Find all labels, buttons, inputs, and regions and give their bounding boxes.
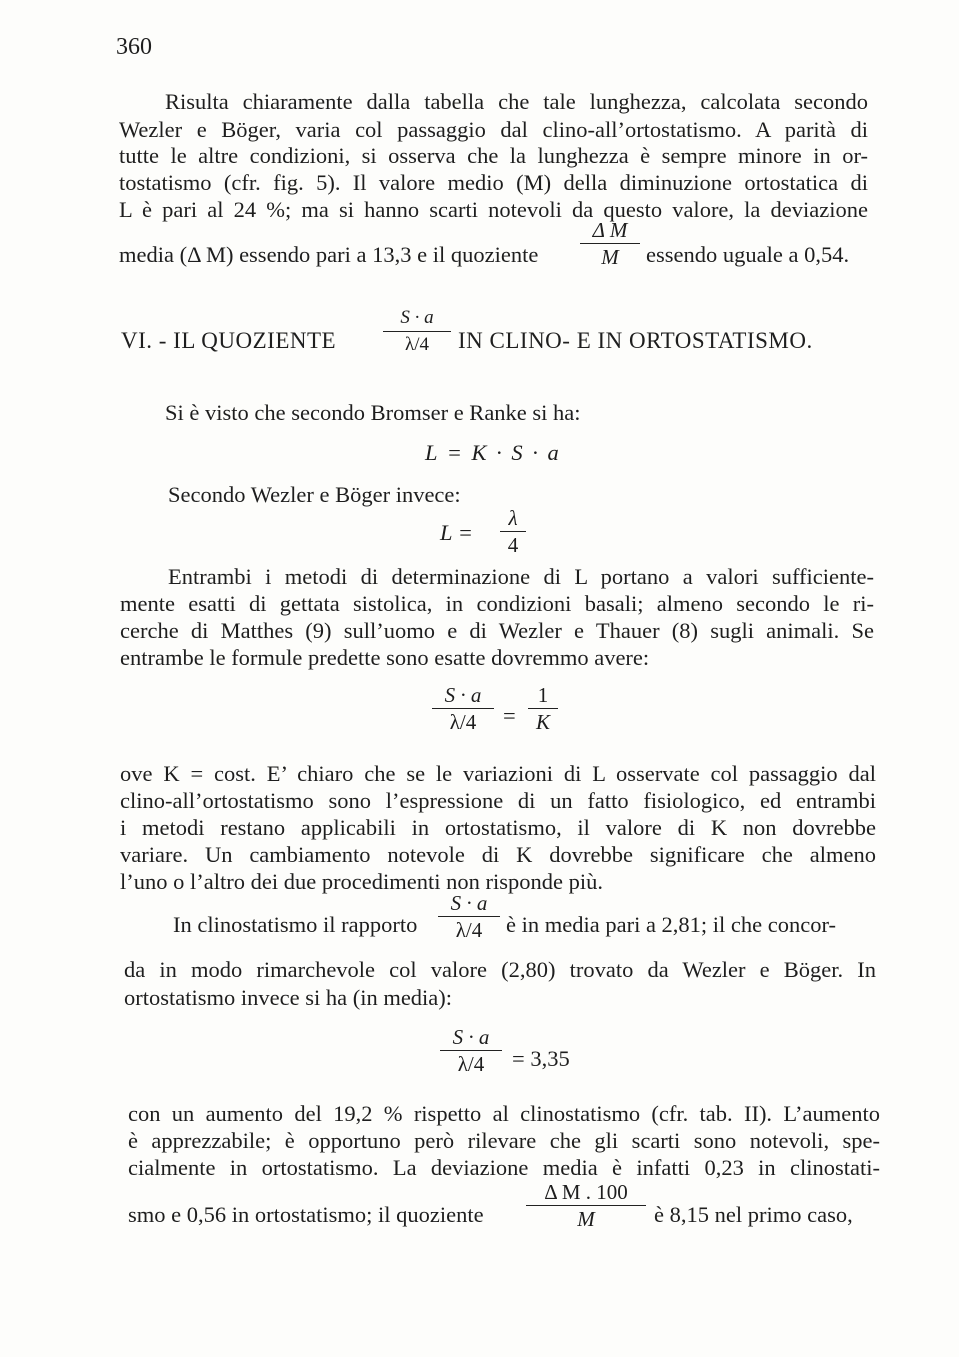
equation-3-right-fraction bbox=[528, 683, 558, 734]
heading-fraction-denominator: λ/4 bbox=[405, 334, 429, 355]
equation-3-left-denominator: λ/4 bbox=[449, 710, 477, 734]
para2-line-3: cerche di Matthes (9) sull’uomo e di Wezler e Thauer (8) sugli animali. Se bbox=[120, 618, 874, 643]
para3-line-4: variare. Un cambiamento notevole di K dovrebbe significare che almeno bbox=[120, 842, 876, 867]
clino-fraction bbox=[438, 891, 500, 942]
equation-2-numerator: λ bbox=[508, 506, 518, 530]
para5-line-3: cialmente in ortostatismo. La deviazione media è infatti 0,23 in clinostati- bbox=[128, 1155, 880, 1180]
equation-3-left-fraction bbox=[432, 683, 494, 734]
equation-3-right-denominator: K bbox=[535, 710, 550, 734]
equation-2-bar bbox=[500, 531, 526, 532]
para1-line-3: tutte le altre condizioni, si osserva che la lunghezza è sempre minore in or- bbox=[119, 143, 868, 168]
last-line-before: smo e 0,56 in ortostatismo; il quoziente bbox=[128, 1202, 484, 1227]
wezler-line: Secondo Wezler e Böger invece: bbox=[168, 482, 461, 507]
clino-fraction-denominator: λ/4 bbox=[455, 918, 483, 942]
para2-line-4: entrambe le formule predette sono esatte dovremmo avere: bbox=[120, 645, 650, 670]
para3-line-5: l’uno o l’altro dei due procedimenti non risponde più. bbox=[120, 869, 604, 894]
equation-1: L = K · S · a bbox=[425, 440, 561, 465]
equation-4-bar bbox=[440, 1050, 502, 1051]
heading-fraction bbox=[383, 306, 451, 357]
fraction-delta-m bbox=[580, 218, 640, 269]
section-heading-left: VI. - IL QUOZIENTE bbox=[121, 328, 337, 353]
para3-line-1: ove K = cost. E’ chiaro che se le variazioni di L osservate col passaggio dal bbox=[120, 761, 876, 786]
equation-2-fraction bbox=[500, 506, 526, 557]
equation-3-left-bar bbox=[432, 708, 494, 709]
fraction-bar bbox=[580, 243, 640, 244]
para1-line-2: Wezler e Böger, varia col passaggio dal clino-all’ortostatismo. A parità di bbox=[119, 117, 868, 142]
para4-line-2: ortostatismo invece si ha (in media): bbox=[124, 985, 453, 1010]
page-number: 360 bbox=[116, 34, 152, 60]
heading-fraction-bar bbox=[383, 331, 451, 332]
equation-3-right-bar bbox=[528, 708, 558, 709]
fraction-denominator: M bbox=[601, 245, 619, 269]
line6-before: media (Δ M) essendo pari a 13,3 e il quoziente bbox=[119, 242, 539, 267]
bromser-line: Si è visto che secondo Bromser e Ranke si ha: bbox=[165, 400, 581, 425]
last-line-after: è 8,15 nel primo caso, bbox=[654, 1202, 853, 1227]
para5-line-1: con un aumento del 19,2 % rispetto al clinostatismo (cfr. tab. II). L’aumento bbox=[128, 1101, 880, 1126]
last-fraction-denominator: M bbox=[577, 1207, 595, 1231]
para5-line-2: è apprezzabile; è opportuno però rilevare che gli scarti sono notevoli, spe- bbox=[128, 1128, 880, 1153]
line6-after: essendo uguale a 0,54. bbox=[646, 242, 850, 267]
clino-line-before: In clinostatismo il rapporto bbox=[173, 912, 418, 937]
equation-4-fraction bbox=[440, 1025, 502, 1076]
last-fraction-bar bbox=[526, 1205, 646, 1206]
equation-3-equals: = bbox=[503, 703, 516, 728]
last-fraction bbox=[526, 1180, 646, 1231]
equation-3-left-numerator: S · a bbox=[444, 683, 482, 707]
clino-fraction-numerator: S · a bbox=[450, 891, 488, 915]
para2-line-1: Entrambi i metodi di determinazione di L portano a valori sufficiente- bbox=[168, 564, 874, 589]
para1-line-1: Risulta chiaramente dalla tabella che tale lunghezza, calcolata secondo bbox=[165, 89, 868, 114]
equation-2-denominator: 4 bbox=[507, 533, 519, 557]
heading-fraction-numerator: S · a bbox=[400, 307, 434, 328]
para2-line-2: mente esatti di gettata sistolica, in condizioni basali; almeno secondo le ri- bbox=[120, 591, 874, 616]
equation-4-numerator: S · a bbox=[452, 1025, 490, 1049]
para1-line-5: L è pari al 24 %; ma si hanno scarti notevoli da questo valore, la deviazione bbox=[119, 197, 868, 222]
last-fraction-numerator: Δ M . 100 bbox=[544, 1180, 628, 1204]
equation-2-left: L = bbox=[440, 520, 473, 545]
fraction-numerator: Δ M bbox=[592, 218, 628, 242]
para3-line-3: i metodi restano applicabili in ortostatismo, il valore di K non dovrebbe bbox=[120, 815, 876, 840]
equation-4-rhs: = 3,35 bbox=[512, 1046, 570, 1071]
section-heading-right: IN CLINO- E IN ORTOSTATISMO. bbox=[458, 328, 813, 353]
para4-line-1: da in modo rimarchevole col valore (2,80) trovato da Wezler e Böger. In bbox=[124, 957, 876, 982]
clino-fraction-bar bbox=[438, 916, 500, 917]
equation-3-right-numerator: 1 bbox=[537, 683, 549, 707]
clino-line-after: è in media pari a 2,81; il che concor- bbox=[506, 912, 837, 937]
para1-line-4: tostatismo (cfr. fig. 5). Il valore medio (M) della diminuzione ortostatica di bbox=[119, 170, 868, 195]
equation-4-denominator: λ/4 bbox=[457, 1052, 485, 1076]
para3-line-2: clino-all’ortostatismo sono l’espressione di un fatto fisiologico, ed entrambi bbox=[120, 788, 876, 813]
